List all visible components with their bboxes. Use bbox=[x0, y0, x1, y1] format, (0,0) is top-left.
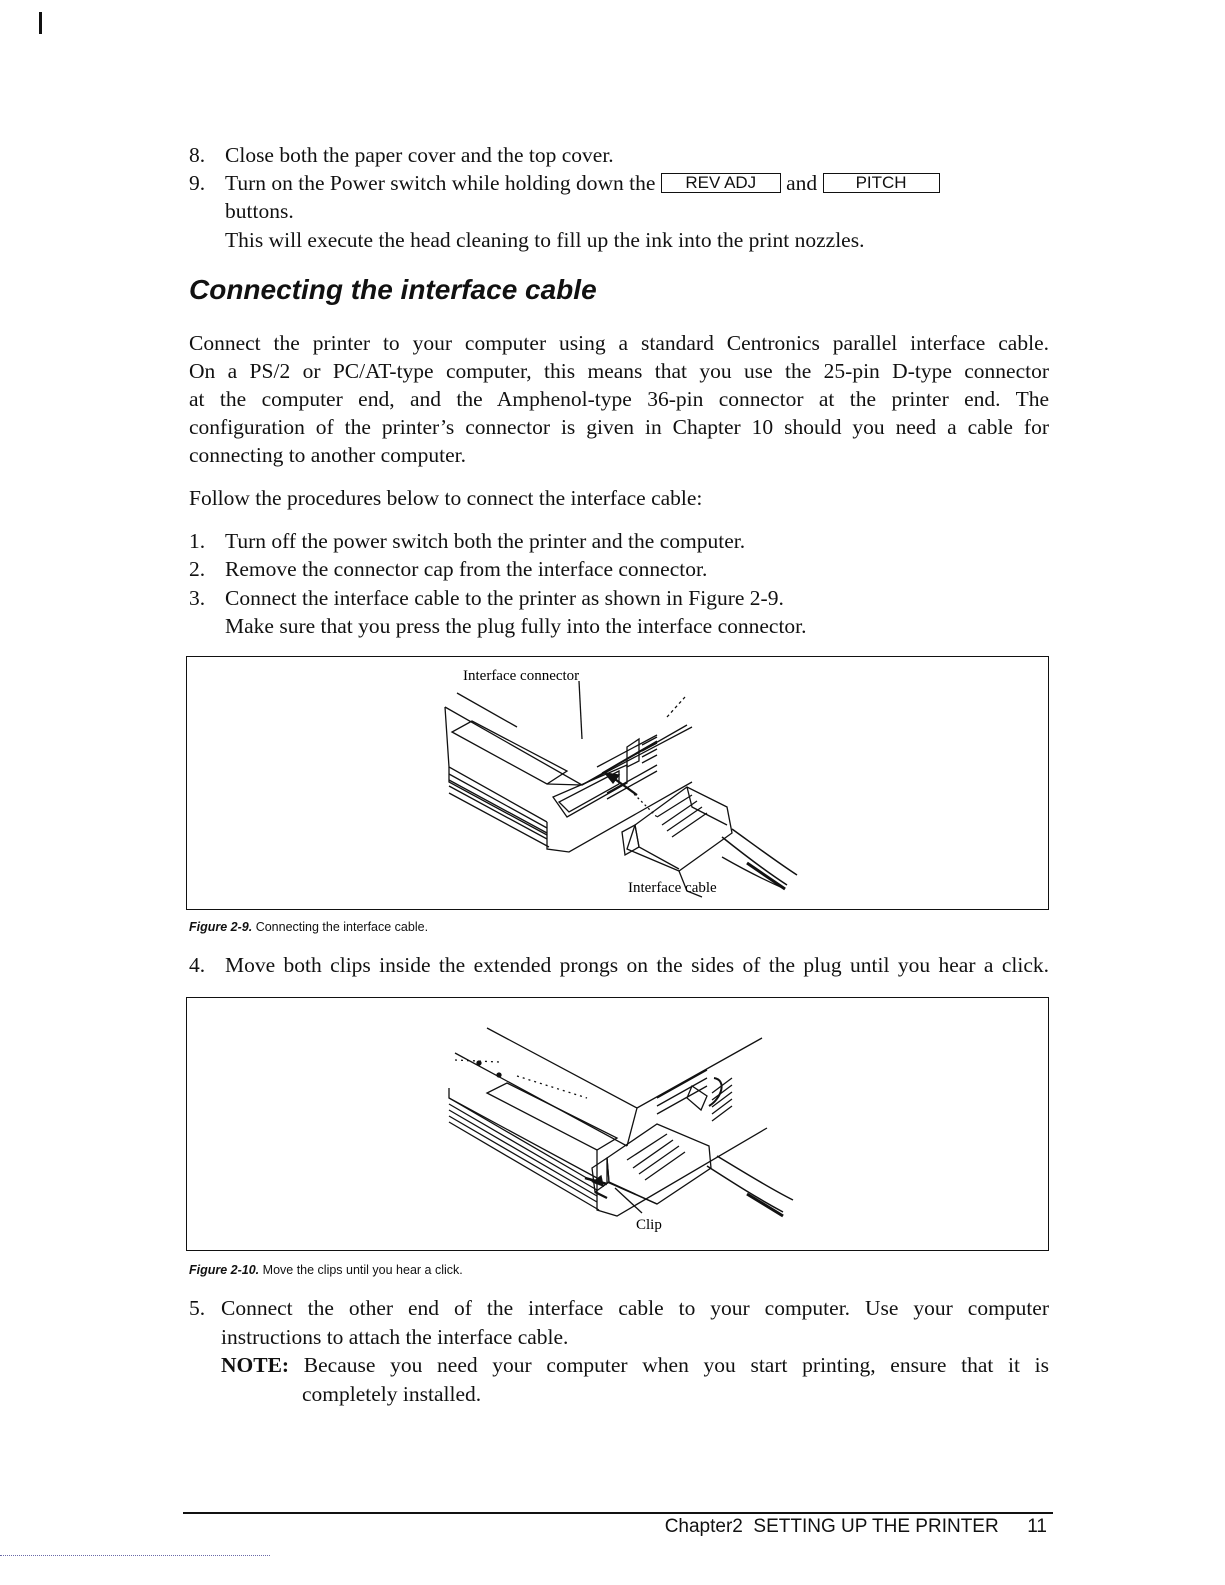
step-text: Remove the connector cap from the interface connector. bbox=[225, 557, 708, 581]
step-number: 5. bbox=[189, 1296, 206, 1320]
note-text: Because you need your computer when you start printing, ensure that it is bbox=[303, 1353, 1049, 1377]
page-footer bbox=[665, 1516, 1047, 1538]
step-text: Move both clips inside the extended prongs on the sides of the plug until you hear a click. bbox=[225, 953, 1049, 977]
note bbox=[221, 1351, 1049, 1379]
printer-connector-illustration bbox=[187, 657, 1048, 909]
step-text: Turn off the power switch both the printer and the computer. bbox=[225, 529, 746, 553]
step-number: 4. bbox=[189, 953, 206, 977]
caption-number: Figure 2-10. bbox=[189, 1263, 260, 1277]
step-text: Connect the interface cable to the printer as shown in Figure 2-9. bbox=[225, 586, 784, 610]
step-text-line1: Connect the other end of the interface cable to your computer. Use your computer bbox=[221, 1296, 1049, 1320]
step-text: Close both the paper cover and the top cover. bbox=[225, 143, 614, 167]
figure-2-10 bbox=[186, 997, 1049, 1251]
step-number: 9. bbox=[189, 171, 206, 195]
step-text-line2: buttons. bbox=[225, 199, 294, 223]
margin-change-bar bbox=[39, 12, 42, 34]
note-line1 bbox=[221, 1351, 1049, 1379]
step-text-line1 bbox=[225, 169, 1055, 197]
paragraph-line: On a PS/2 or PC/AT-type computer, this means that you use the 25-pin D-type connector bbox=[189, 359, 1049, 383]
footer-rule bbox=[183, 1512, 1053, 1514]
paragraph-line: at the computer end, and the Amphenol-type 36-pin connector at the printer end. The bbox=[189, 387, 1049, 411]
step-number: 1. bbox=[189, 529, 206, 553]
figure-label-clip: Clip bbox=[636, 1217, 662, 1233]
figure-2-9-caption bbox=[189, 920, 428, 934]
caption-text: Move the clips until you hear a click. bbox=[262, 1263, 463, 1277]
note-label: NOTE: bbox=[221, 1353, 290, 1377]
paragraph-line: configuration of the printer’s connector is given in Chapter 10 should you need a cable for bbox=[189, 415, 1049, 439]
footer-chapter: Chapter2 SETTING UP THE PRINTER bbox=[664, 1516, 999, 1537]
step-number: 8. bbox=[189, 143, 206, 167]
caption-text: Connecting the interface cable. bbox=[255, 920, 429, 934]
step-text-line2: instructions to attach the interface cable. bbox=[221, 1325, 569, 1349]
paragraph-line: Connect the printer to your computer using a standard Centronics parallel interface cable. bbox=[189, 331, 1049, 355]
step-number: 2. bbox=[189, 557, 206, 581]
step-number: 3. bbox=[189, 586, 206, 610]
figure-2-10-caption bbox=[189, 1263, 463, 1277]
paragraph-line: connecting to another computer. bbox=[189, 443, 467, 467]
section-heading: Connecting the interface cable bbox=[189, 274, 597, 305]
page-number: 11 bbox=[1027, 1516, 1047, 1537]
step-text-before: Turn on the Power switch while holding down the bbox=[225, 171, 656, 195]
figure-label-interface-connector: Interface connector bbox=[463, 668, 580, 684]
figure-2-9 bbox=[186, 656, 1049, 910]
step-text-line3: This will execute the head cleaning to fill up the ink into the print nozzles. bbox=[225, 228, 865, 252]
procedure-intro: Follow the procedures below to connect the interface cable: bbox=[189, 486, 703, 510]
step-subtext: Make sure that you press the plug fully into the interface connector. bbox=[225, 614, 807, 638]
pitch-key: PITCH bbox=[823, 173, 940, 193]
rev-adj-key: REV ADJ bbox=[661, 173, 781, 193]
printer-clip-illustration bbox=[187, 998, 1048, 1250]
note-line2: completely installed. bbox=[302, 1382, 482, 1406]
figure-label-interface-cable: Interface cable bbox=[628, 880, 717, 896]
scan-artifact-line bbox=[0, 1555, 270, 1556]
caption-number: Figure 2-9. bbox=[189, 920, 253, 934]
step-text-mid: and bbox=[786, 171, 818, 195]
intro-paragraph bbox=[189, 329, 1049, 469]
